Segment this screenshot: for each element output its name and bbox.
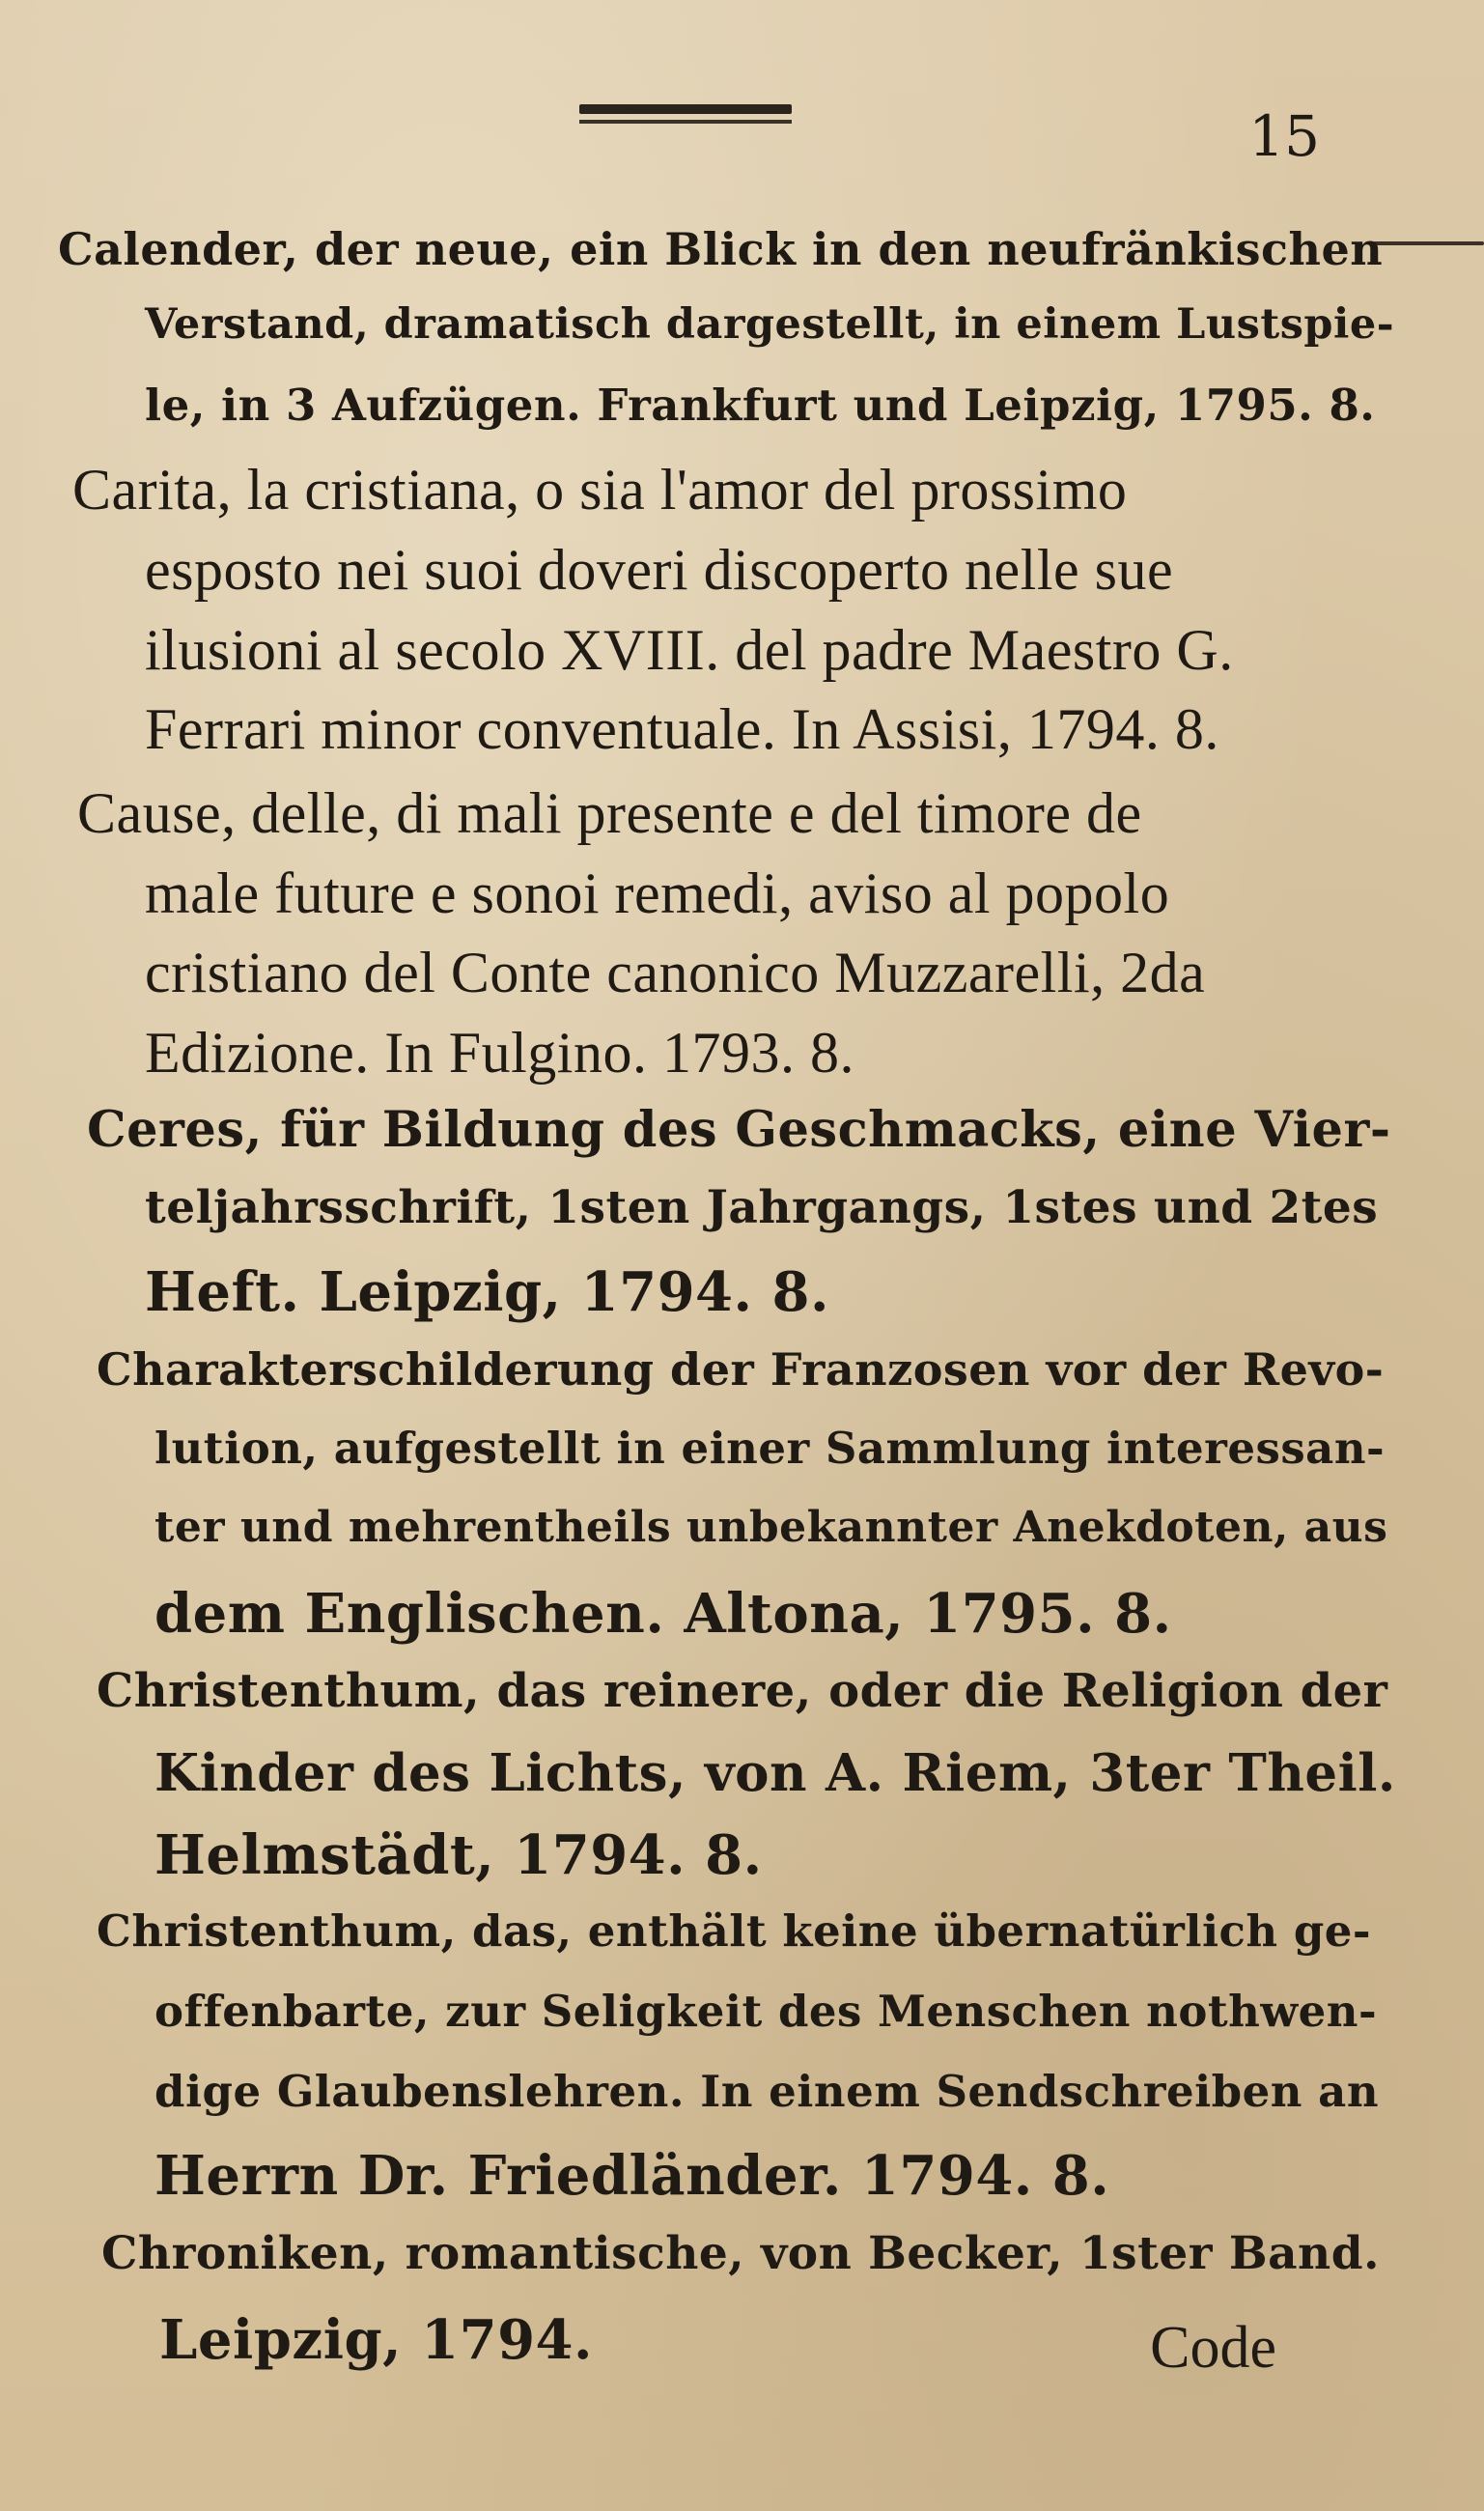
entry-line: Helmstädt, 1794. 8. xyxy=(154,1823,763,1887)
entry-line: Chroniken, romantische, von Becker, 1ster Band. xyxy=(101,2227,1380,2280)
entry-line: dige Glaubenslehren. In einem Sendschreiben an xyxy=(154,2066,1380,2117)
entry-line: Cause, delle, di mali presente e del timore de xyxy=(77,781,1142,845)
entry-line: esposto nei suoi doveri discoperto nelle sue xyxy=(145,538,1174,602)
entry-line: offenbarte, zur Seligkeit des Menschen nothwen- xyxy=(154,1986,1378,2037)
entry-line: ilusioni al secolo XVIII. del padre Maestro G. xyxy=(145,618,1234,682)
entry-line: Verstand, dramatisch dargestellt, in einem Lustspie- xyxy=(145,300,1395,349)
header-rule xyxy=(579,104,792,114)
entry-line: Edizione. In Fulgino. 1793. 8. xyxy=(145,1021,854,1085)
entry-line: Calender, der neue, ein Blick in den neufränkischen xyxy=(58,223,1384,275)
entry-line: dem Englischen. Altona, 1795. 8. xyxy=(154,1582,1172,1646)
entry-line: Carita, la cristiana, o sia l'amor del prossimo xyxy=(72,458,1128,522)
entry-line: Heft. Leipzig, 1794. 8. xyxy=(145,1260,829,1324)
margin-mark xyxy=(1373,241,1484,245)
entry-line: Kinder des Lichts, von A. Riem, 3ter Theil. xyxy=(154,1743,1396,1803)
entry-line: lution, aufgestellt in einer Sammlung interessan- xyxy=(154,1423,1386,1474)
entry-line: male future e sonoi remedi, aviso al popolo xyxy=(145,861,1170,925)
entry-line: Ceres, für Bildung des Geschmacks, eine Vier- xyxy=(87,1101,1391,1159)
entry-line: cristiano del Conte canonico Muzzarelli, 2da xyxy=(145,941,1206,1004)
catchword: Code xyxy=(1150,2315,1276,2381)
entry-line: ter und mehrentheils unbekannter Anekdoten, aus xyxy=(154,1503,1388,1552)
entry-line: Christenthum, das, enthält keine übernatürlich ge- xyxy=(97,1905,1372,1957)
entry-line: Ferrari minor conventuale. In Assisi, 1794. 8. xyxy=(145,697,1219,761)
header-rule-thin xyxy=(579,120,792,124)
entry-line: Leipzig, 1794. xyxy=(159,2308,594,2372)
entry-line: Charakterschilderung der Franzosen vor der Revo- xyxy=(97,1343,1385,1396)
entry-line: Herrn Dr. Friedländer. 1794. 8. xyxy=(154,2144,1110,2208)
entry-line: Christenthum, das reinere, oder die Religion der xyxy=(97,1664,1388,1718)
entry-line: le, in 3 Aufzügen. Frankfurt und Leipzig, 1795. 8. xyxy=(145,380,1376,431)
entry-line: teljahrsschrift, 1sten Jahrgangs, 1stes und 2tes xyxy=(145,1181,1379,1234)
page-number: 15 xyxy=(1248,103,1320,169)
